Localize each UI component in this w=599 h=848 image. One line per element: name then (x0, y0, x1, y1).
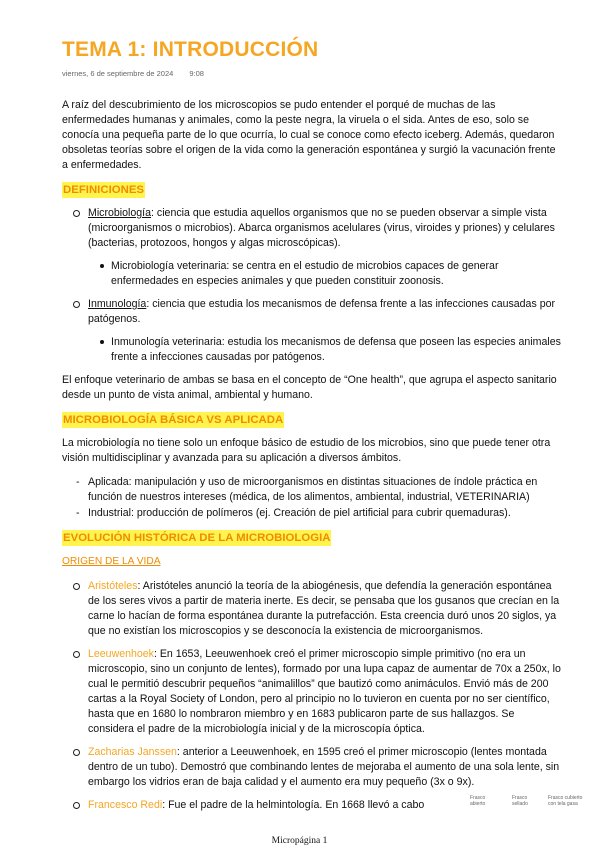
one-health-paragraph: El enfoque veterinario de ambas se basa en el concepto de “One health”, que agrupa el aspecto sanitario desde un punto de vista animal, ambiental y humano. (62, 374, 557, 401)
figure-label: Frasco abierto (470, 795, 486, 807)
page-date: viernes, 6 de septiembre de 2024 (62, 69, 174, 78)
term-definition: : ciencia que estudia aquellos organismos que no se pueden observar a simple vista (microorganismos o microbios). Abarca organismos acelulares (virus, viroides y priones) y celulares (bacterias, protozoos, hongos y algas microscópicas). (88, 207, 555, 249)
sub-list-item: Inmunología veterinaria: estudia los mecanismos de defensa que poseen las especies animales frente a infecciones causadas por patógenos. (88, 335, 562, 365)
person-text: : anterior a Leeuwenhoek, en 1595 creó el primer microscopio (lentes montada dentro de un tubo). Demostró que combinando lentes de mejoraba el aumento de una sola lente, sin embargo los vidrios eran de baja calidad y el aumento era muy pequeño (3x o 9x). (88, 746, 560, 788)
page-time: 9:08 (189, 69, 204, 78)
page-title: TEMA 1: INTRODUCCIÓN (62, 38, 319, 61)
subheading-origen-vida: ORIGEN DE LA VIDA (62, 556, 161, 567)
person-name: Leeuwenhoek (88, 648, 154, 660)
person-name: Francesco Redi (88, 799, 163, 811)
person-text: : En 1653, Leeuwenhoek creó el primer microscopio simple primitivo (no era un microscopio, sino un conjunto de lentes), formado por una lupa capaz de aumentar de 70x a 250x, lo cual le permitió descubrir pequeños “animalillos” que bautizó como animáculos. Envió más de 200 cartas a la Royal Society of London, pero al principio no lo tuvieron en cuenta por no ser científico, hasta que en 1680 lo nombraron miembro y en 1683 publicaron parte de sus hallazgos. Se considera el padre de la microbiología inicial y de la microscopía óptica. (88, 648, 561, 735)
person-text: : Aristóteles anunció la teoría de la abiogénesis, que defendía la generación espontánea de los seres vivos a partir de materia inerte. Es decir, se pensaba que los gusanos que crecían en la carne lo hacían de forma espontánea durante la putrefacción. Esta creencia duró unos 20 siglos, ya que no existían los microscopios y se desconocía la existencia de microorganismos. (88, 580, 560, 637)
list-item (62, 745, 562, 790)
section-heading-evolucion: EVOLUCIÓN HISTÓRICA DE LA MICROBIOLOGIA (63, 532, 331, 544)
sub-list-item: Microbiología veterinaria: se centra en el estudio de microbios capaces de generar enfermedades en especies animales y que pueden constituir zoonosis. (88, 259, 562, 289)
page-footer: Micropágina 1 (271, 836, 328, 846)
evolucion-list (62, 579, 562, 813)
list-item (62, 798, 473, 813)
term-definition: : ciencia que estudia los mecanismos de defensa frente a las infecciones causadas por patógenos. (88, 298, 555, 325)
figure-label: Frasco sellado (512, 795, 528, 807)
page-meta (62, 69, 204, 78)
figure-label: Frasco cubierto con tela gasa (548, 795, 583, 807)
person-text: : Fue el padre de la helmintología. En 1668 llevó a cabo (162, 799, 425, 811)
list-item (62, 297, 562, 365)
basica-intro: La microbiología no tiene solo un enfoque básico de estudio de los microbios, sino que puede tener otra visión multidisciplinar y avanzada para su aplicación a diversos ámbitos. (62, 437, 551, 464)
basica-list (62, 475, 562, 521)
list-item (62, 647, 562, 737)
list-item: - Aplicada: manipulación y uso de microorganismos en distintas situaciones de índole práctica en función de nuestros intereses (médica, de los alimentos, ambiental, industrial, VETERINARIA) (62, 475, 562, 505)
person-name: Zacharias Janssen (88, 746, 177, 758)
person-name: Aristóteles (88, 580, 138, 592)
term-label: Microbiología (88, 207, 152, 219)
definiciones-list (62, 206, 562, 365)
term-label: Inmunología (88, 298, 147, 310)
list-item (62, 579, 562, 639)
page-content (62, 98, 562, 821)
section-heading-basica: MICROBIOLOGÍA BÁSICA VS APLICADA (63, 414, 284, 426)
list-item: - Industrial: producción de polímeros (ej. Creación de piel artificial para cubrir quemaduras). (62, 506, 562, 521)
list-item (62, 206, 562, 289)
section-heading-definiciones: DEFINICIONES (63, 184, 145, 196)
intro-paragraph: A raíz del descubrimiento de los microscopios se pudo entender el porqué de muchas de las enfermedades humanas y animales, como la peste negra, la viruela o el sida. Antes de eso, solo se conocía una pequeña parte de lo que ocurría, lo cual se conoce como efecto iceberg. Además, quedaron obsoletas teorías sobre el origen de la vida como la generación espontánea y surgió la vacunación frente a enfermedades. (62, 99, 556, 171)
